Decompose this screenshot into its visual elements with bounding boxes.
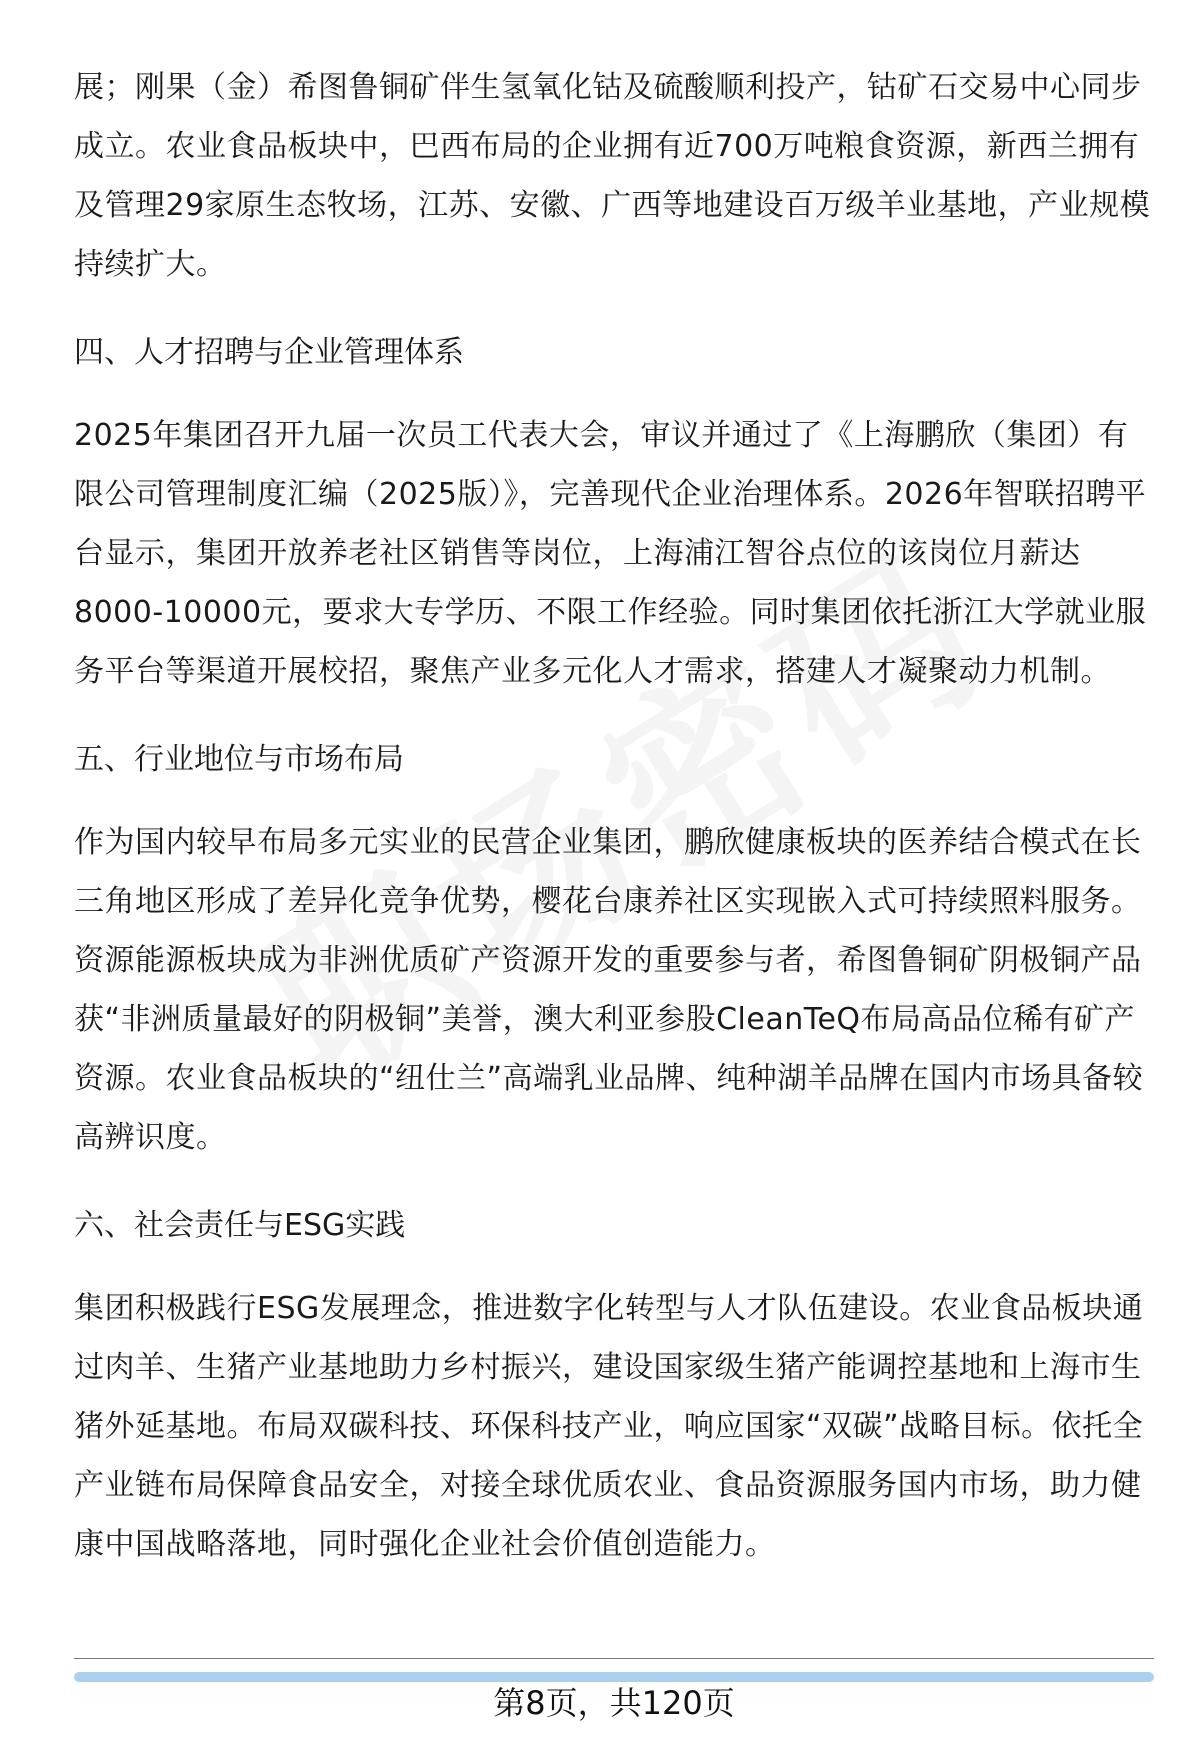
paragraph-talent: 2025年集团召开九届一次员工代表大会，审议并通过了《上海鹏欣（集团）有限公司管理制度汇编（2025版）》，完善现代企业治理体系。2026年智联招聘平台显示，集团开放养老社区销售等岗位，上海浦江智谷点位的该岗位月薪达8000-10000元，要求大专学历、不限工作经验。同时集团依托浙江大学就业服务平台等渠道开展校招，聚焦产业多元化人才需求，搭建人才凝聚动力机制。	[74, 418, 1147, 689]
paragraph-esg: 集团积极践行ESG发展理念，推进数字化转型与人才队伍建设。农业食品板块通过肉羊、生猪产业基地助力乡村振兴，建设国家级生猪产能调控基地和上海市生猪外延基地。布局双碳科技、环保科技产业，响应国家“双碳”战略目标。依托全产业链布局保障食品安全，对接全球优质农业、食品资源服务国内市场，助力健康中国战略落地，同时强化企业社会价值创造能力。	[74, 1291, 1144, 1562]
section-heading-talent: 四、人才招聘与企业管理体系	[74, 335, 464, 370]
document-page	[74, 58, 1154, 1574]
paragraph-intro-continuation: 展；刚果（金）希图鲁铜矿伴生氢氧化钴及硫酸顺利投产，钴矿石交易中心同步成立。农业食品板块中，巴西布局的企业拥有近700万吨粮食资源，新西兰拥有及管理29家原生态牧场，江苏、安徽、广西等地建设百万级羊业基地，产业规模持续扩大。	[74, 70, 1151, 282]
footer-accent-bar	[74, 1672, 1154, 1682]
footer-divider	[74, 1658, 1154, 1659]
page-footer	[74, 1658, 1154, 1748]
section-heading-industry: 五、行业地位与市场布局	[74, 742, 404, 777]
page-number: 第8页，共120页	[493, 1684, 735, 1722]
paragraph-industry: 作为国内较早布局多元实业的民营企业集团，鹏欣健康板块的医养结合模式在长三角地区形成了差异化竞争优势，樱花台康养社区实现嵌入式可持续照料服务。资源能源板块成为非洲优质矿产资源开发的重要参与者，希图鲁铜矿阴极铜产品获“非洲质量最好的阴极铜”美誉，澳大利亚参股CleanTeQ布局高品位稀有矿产资源。农业食品板块的“纽仕兰”高端乳业品牌、纯种湖羊品牌在国内市场具备较高辨识度。	[74, 825, 1144, 1155]
section-heading-esg: 六、社会责任与ESG实践	[74, 1208, 406, 1243]
